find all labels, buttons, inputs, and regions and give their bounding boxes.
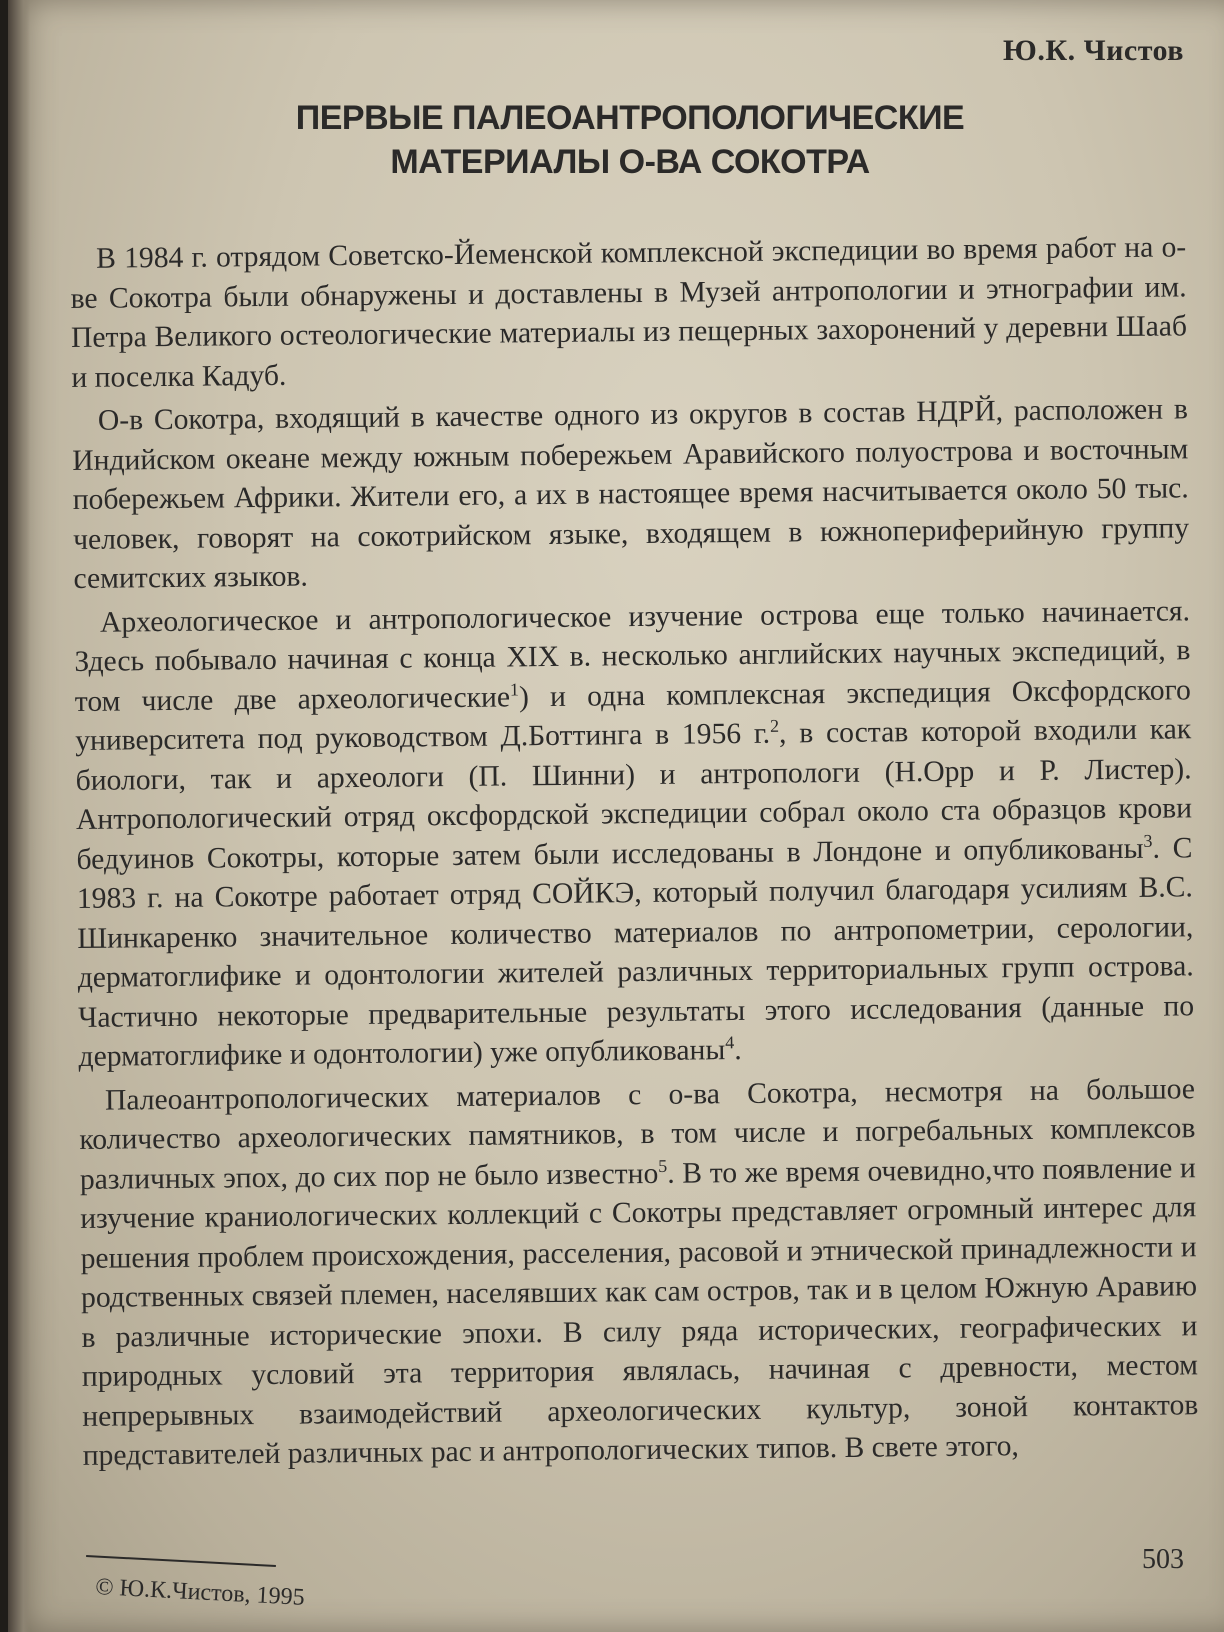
article-body <box>70 228 1199 1480</box>
paragraph-3-text-e: . <box>734 1034 742 1067</box>
paragraph-3-text-a: Археологическое и антропологическое изучение острова еще только начинается. Здесь побывало начиная с конца XIX в. несколько английских научных экспедиций, в том числе две археологические <box>74 594 1191 718</box>
footnote-divider <box>86 1555 276 1567</box>
paragraph-3-text-b: ) и одна комплексная экспедиция Оксфордского университета под руководством Д.Боттинга в 1956 г. <box>75 673 1191 757</box>
paragraph-4 <box>79 1070 1199 1477</box>
footnote-marker-2: 2 <box>769 715 780 736</box>
copyright-notice: © Ю.К.Чистов, 1995 <box>94 1574 306 1611</box>
page-number: 503 <box>1142 1544 1184 1575</box>
footnote-marker-1: 1 <box>509 678 520 700</box>
running-header-author: Ю.К. Чистов <box>1003 34 1184 67</box>
book-page <box>8 0 1224 1632</box>
footnote-marker-5: 5 <box>658 1155 668 1176</box>
page-footer <box>70 1534 1190 1624</box>
article-title-line-2: МАТЕРИАЛЫ О-ВА СОКОТРА <box>390 143 870 181</box>
footnote-marker-4: 4 <box>725 1032 735 1053</box>
paragraph-4-text-b: . В то же время очевидно,что появление и изучение краниологических коллекций с Сокотры представляет огромный интерес для решения проблем происхождения, расселения, расовой и этнической принадлежности и родственных связей племен, населявших как сам остров, так и в целом Южную Аравию в различные исторические эпохи. В силу ряда исторических, географических и природных условий эта территория являлась, начиная с древности, местом непрерывных взаимодействий археологических культур, зоной контактов представителей различных рас и антропологических типов. В свете этого, <box>80 1151 1199 1472</box>
book-spine-shadow <box>8 0 30 1632</box>
paragraph-3 <box>74 592 1195 1078</box>
paragraph-2: О-в Сокотра, входящий в качестве одного из округов в состав НДРЙ, расположен в Индийском океане между южным побережьем Аравийского полуострова и восточным побережьем Африки. Жители его, а их в настоящее время насчитывается около 50 тыс. человек, говорят на сокотрийском языке, входящем в южнопериферийную группу семитских языков. <box>72 393 1190 595</box>
article-title-line-1: ПЕРВЫЕ ПАЛЕОАНТРОПОЛОГИЧЕСКИЕ <box>295 99 965 137</box>
paragraph-4-text-a: Палеоантропологических материалов с о-ва Сокотра, несмотря на большое количество археологических памятников, в том числе и погребальных комплексов различных эпох, до сих пор не было известно <box>79 1072 1196 1196</box>
paragraph-1: В 1984 г. отрядом Советско-Йеменской комплексной экспедиции во время работ на о-ве Сокотра были обнаружены и доставлены в Музей антропологии и этнографии им. Петра Великого остеологические материалы из пещерных захоронений у деревни Шааб и поселка Кадуб. <box>70 231 1188 394</box>
paragraph-3-text-c: , в состав которой входили как биологи, так и археологи (П. Шинни) и антропологи (Н.Орр и Р. Листер). Антропологический отряд оксфордской экспедиции собрал около ста образцов крови бедуинов Сокотры, которые затем были исследованы в Лондоне и опубликованы <box>75 713 1193 876</box>
paragraph-3-text-d: . С 1983 г. на Сокотре работает отряд СОЙКЭ, который получил благодаря усилиям В.С. Шинкаренко значительное количество материалов по антропометрии, серологии, дерматоглифике и одонтологии жителей различных территориальных групп острова. Частично некоторые предварительные результаты этого исследования (данные по дерматоглифике и одонтологии) уже опубликованы <box>76 831 1195 1073</box>
article-title <box>70 96 1190 184</box>
footnote-marker-3: 3 <box>1143 830 1153 851</box>
